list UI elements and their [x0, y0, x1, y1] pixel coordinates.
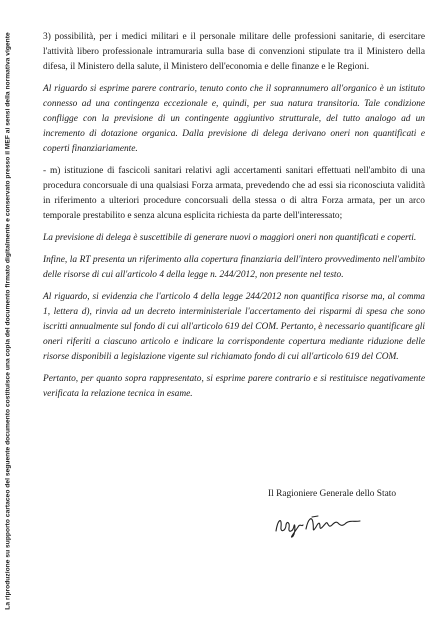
signature-block	[268, 487, 428, 539]
paragraph-opinion-soprannumero: Al riguardo si esprime parere contrario, tenuto conto che il soprannumero all'organico è un istituto connesso ad una contingenza eccezionale e, quindi, per sua natura transitoria. Tale condizione confligge con la previsione di un contingente aggiuntivo strutturale, del tutto analogo ad un incremento di dotazione organica. Dalla previsione di delega derivano oneri non quantificati e coperti finanziariamente.	[43, 84, 425, 154]
paragraph-riguardo-legge: Al riguardo, si evidenzia che l'articolo 4 della legge 244/2012 non quantifica risorse ma, al comma 1, lettera d), rinvia ad un decreto interministeriale l'accertamento dei risparmi di spesa che sono iscritti annualmente sul fondo di cui all'articolo 619 del COM. Pertanto, è necessario quantificare gli oneri riferiti a ciascuno articolo e indicare la corrispondente copertura mediante riduzione delle risorse disponibili a legislazione vigente sul richiamato fondo di cui all'articolo 619 del COM.	[43, 292, 425, 362]
side-margin-note-text: La riproduzione su supporto cartaceo del seguente documento costituisce una copia del documento firmato digitalmente e conservato presso il MEF ai sensi della normativa vigente	[4, 32, 12, 610]
paragraph-rt-copertura: Infine, la RT presenta un riferimento alla copertura finanziaria dell'intero provvedimento nell'ambito delle risorse di cui all'articolo 4 della legge n. 244/2012, non presente nel testo.	[43, 255, 425, 280]
paragraph-item-m: - m) istituzione di fascicoli sanitari relativi agli accertamenti sanitari effettuati nell'ambito di una procedura concorsuale di una qualsiasi Forza armata, prevedendo che ad essi sia riconosciuta validità in riferimento a ulteriori procedure concorsuali della stessa o di altra Forza armata, per un arco temporale prestabilito e senza alcuna esplicita richiesta da parte dell'interessato;	[43, 166, 425, 221]
side-margin-note	[0, 0, 16, 642]
handwritten-signature	[272, 511, 428, 539]
paragraph-conclusion: Pertanto, per quanto sopra rappresentato, si esprime parere contrario e si restituisce negativamente verificata la relazione tecnica in esame.	[43, 374, 425, 399]
document-body	[43, 30, 425, 409]
signature-scribble-icon	[272, 511, 364, 539]
paragraph-item-3: 3) possibilità, per i medici militari e il personale militare delle professioni sanitarie, di esercitare l'attività libero professionale intramuraria sulla base di convenzioni stipulate tra il Ministero della difesa, il Ministero della salute, il Ministero dell'economia e delle finanze e le Regioni.	[43, 32, 425, 72]
signature-title: Il Ragioniere Generale dello Stato	[268, 489, 397, 499]
paragraph-opinion-delega: La previsione di delega è suscettibile di generare nuovi o maggiori oneri non quantificati e coperti.	[43, 233, 417, 243]
